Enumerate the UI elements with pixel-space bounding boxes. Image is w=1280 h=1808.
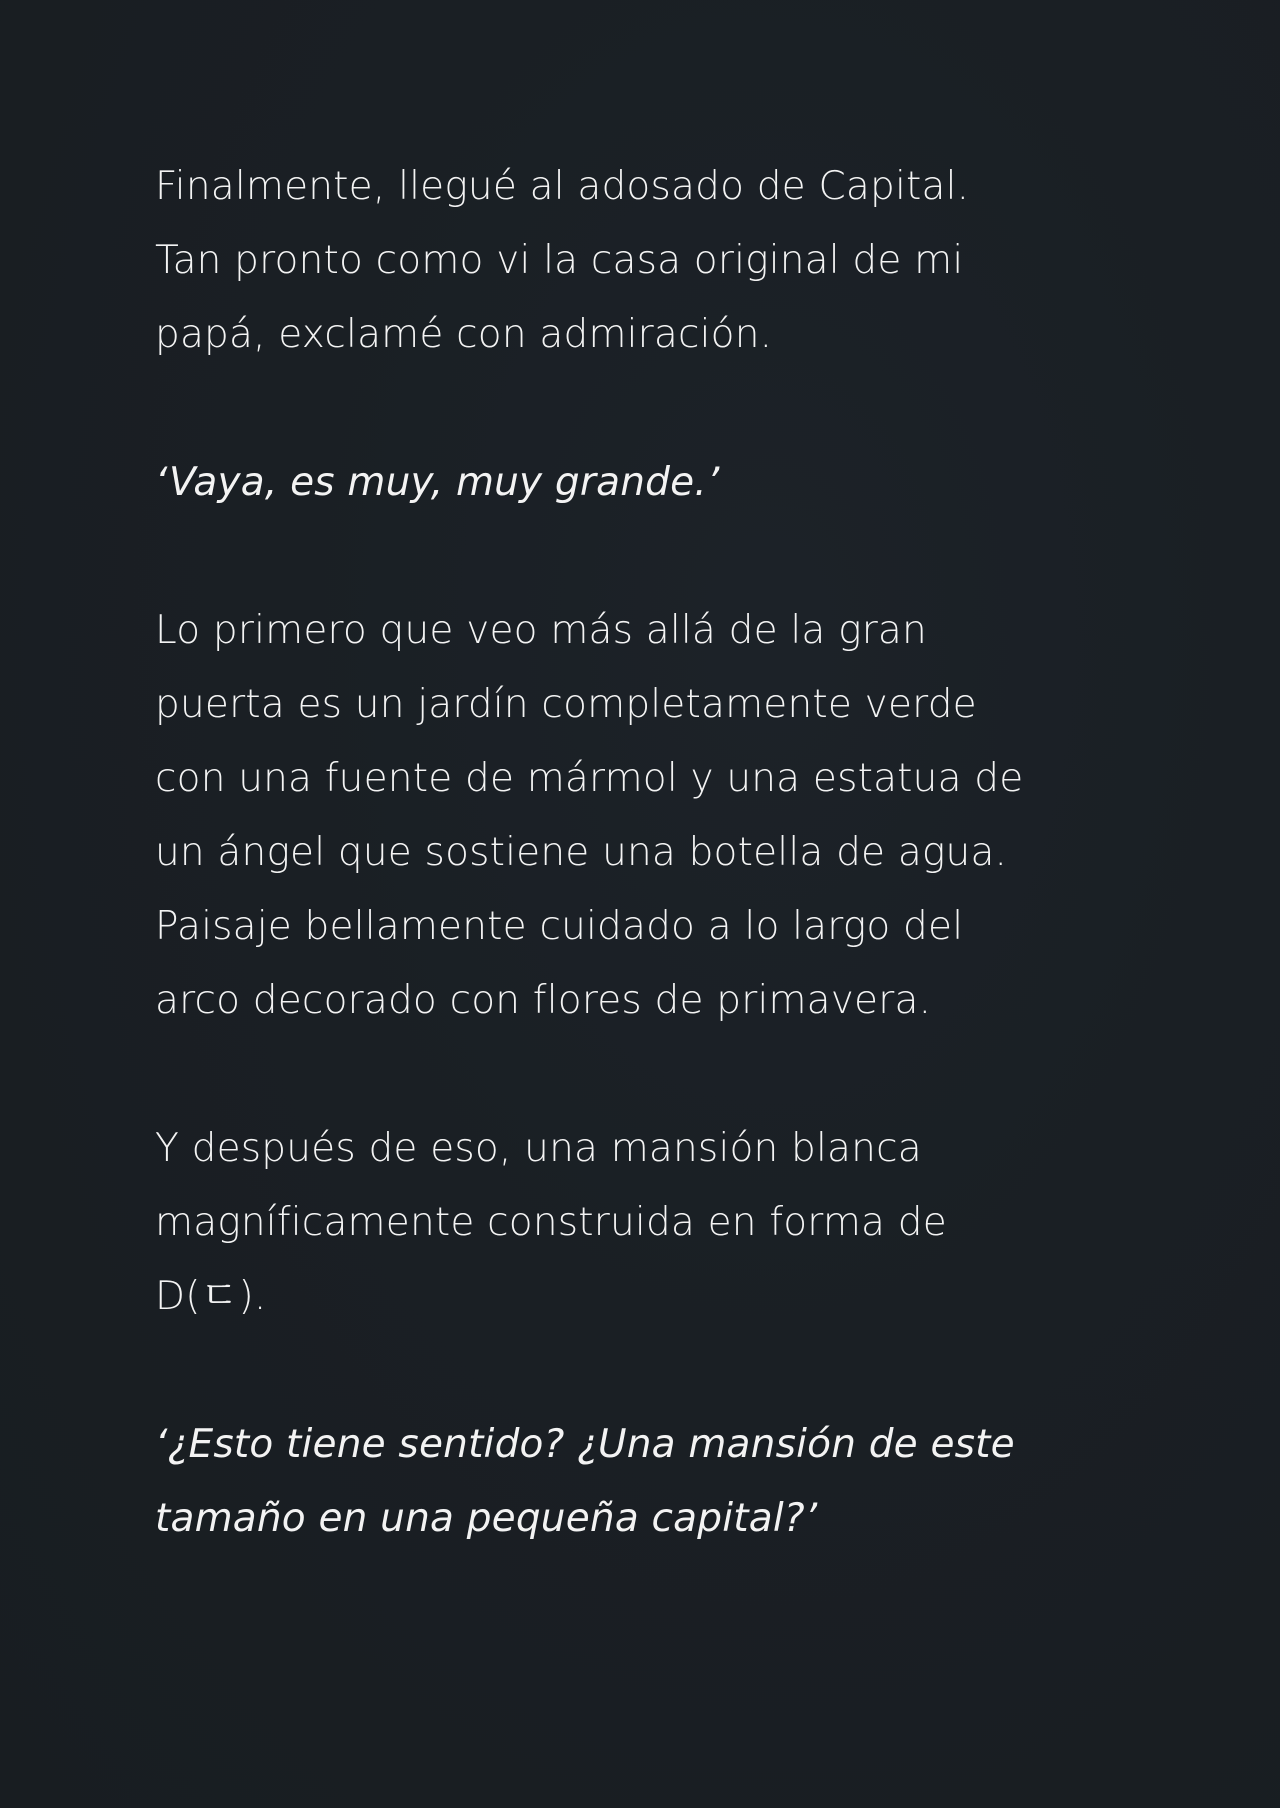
text-line: con una fuente de mármol y una estatua de [155,756,1024,801]
text-line: Finalmente, llegué al adosado de Capital. [155,164,970,209]
text-line: Lo primero que veo más allá de la gran [155,608,927,653]
text-line: ‘Vaya, es muy, muy grande.’ [155,460,720,505]
text-line: D(ㄷ). [155,1274,267,1319]
text-line: arco decorado con flores de primavera. [155,978,932,1023]
text-line: Y después de eso, una mansión blanca [155,1126,922,1171]
paragraph-arrival [155,150,1115,372]
paragraph-thought-question [155,1408,1115,1556]
text-line: Paisaje bellamente cuidado a lo largo del [155,904,964,949]
text-line: tamaño en una pequeña capital?’ [155,1496,818,1541]
text-line: puerta es un jardín completamente verde [155,682,977,727]
text-line: Tan pronto como vi la casa original de mi [155,238,964,283]
paragraph-thought-big [155,446,1115,520]
story-text [155,150,1115,1630]
text-line: ‘¿Esto tiene sentido? ¿Una mansión de este [155,1422,1015,1467]
text-line: magníficamente construida en forma de [155,1200,947,1245]
text-line: papá, exclamé con admiración. [155,312,773,357]
paragraph-mansion [155,1112,1115,1334]
text-line: un ángel que sostiene una botella de agua. [155,830,1008,875]
paragraph-garden [155,594,1115,1038]
